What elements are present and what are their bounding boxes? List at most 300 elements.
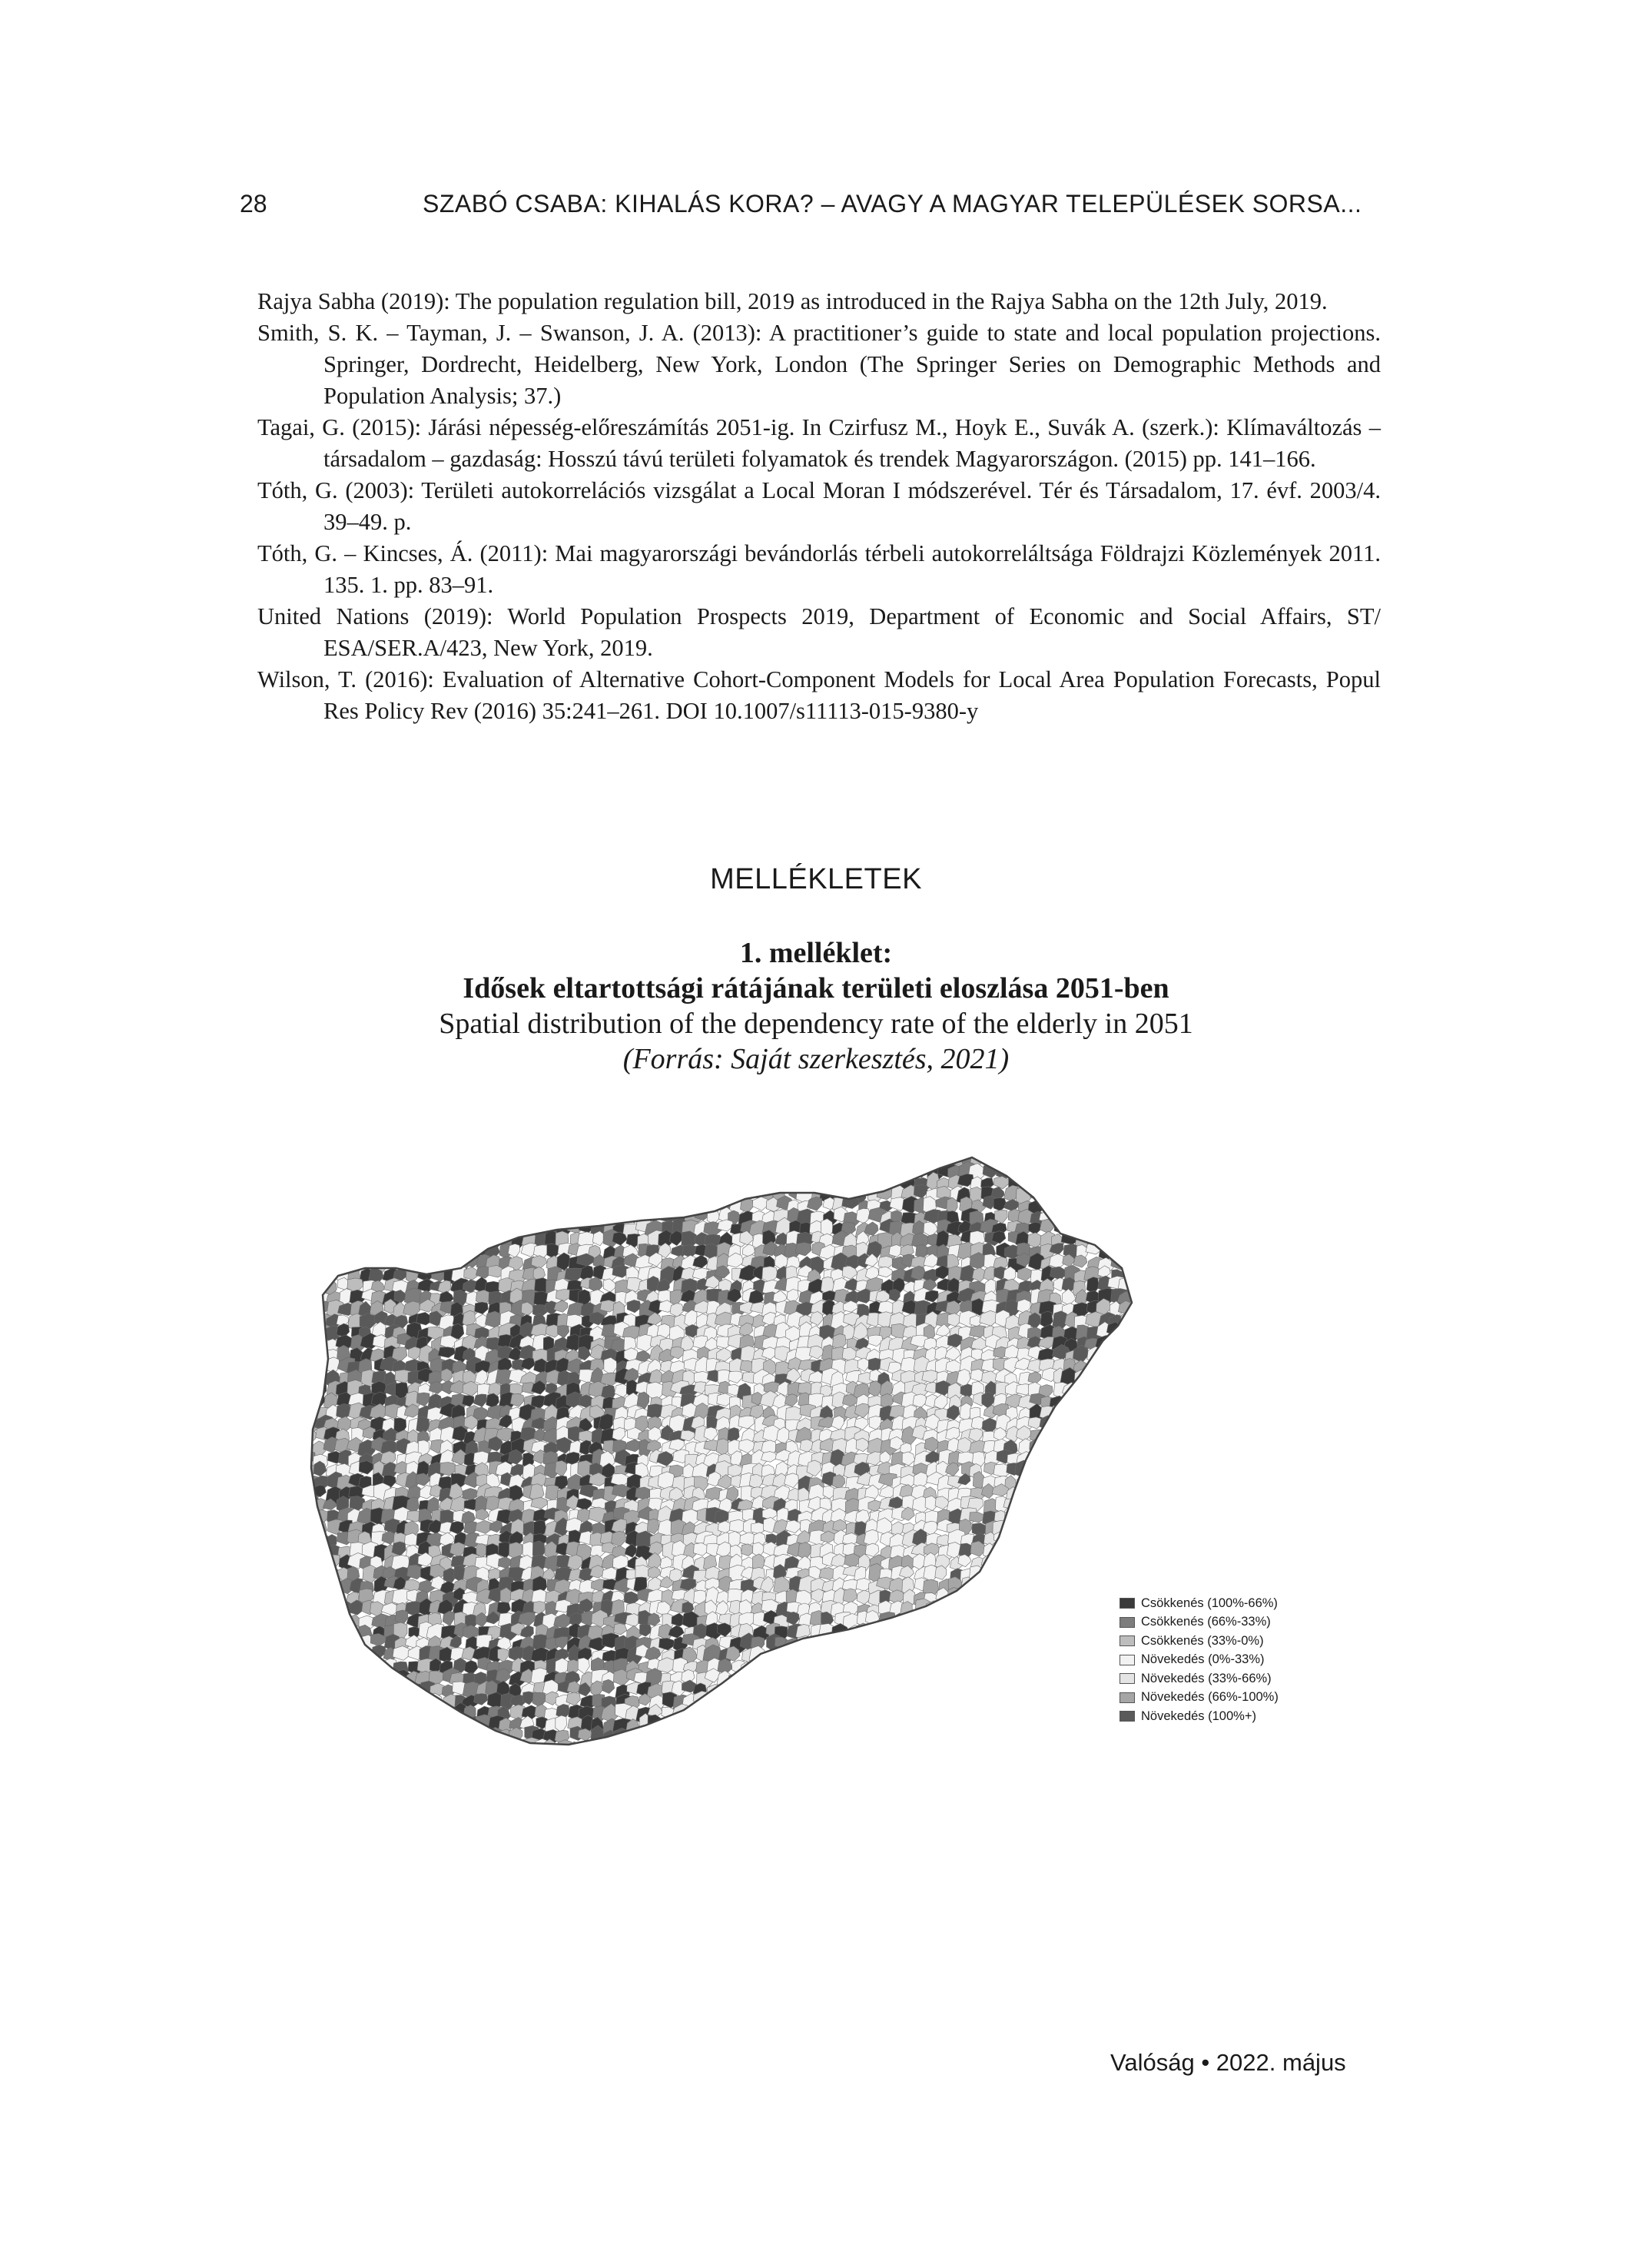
municipality-cell xyxy=(420,1715,437,1732)
municipality-cell xyxy=(382,1692,400,1708)
municipality-cell xyxy=(370,1661,386,1679)
municipality-cell xyxy=(993,1637,1007,1655)
municipality-cell xyxy=(1026,1485,1042,1503)
municipality-cell xyxy=(535,1188,551,1207)
municipality-cell xyxy=(823,1740,838,1752)
municipality-cell xyxy=(891,1623,905,1642)
municipality-cell xyxy=(1098,1566,1114,1581)
municipality-cell xyxy=(498,1557,512,1569)
municipality-cell xyxy=(1040,1661,1053,1674)
municipality-cell xyxy=(1049,1426,1066,1443)
municipality-cell xyxy=(1050,1682,1070,1694)
municipality-cell xyxy=(1073,1623,1090,1639)
municipality-cell xyxy=(672,1718,688,1730)
municipality-cell xyxy=(1049,1176,1065,1191)
legend-swatch xyxy=(1120,1617,1135,1628)
municipality-cell xyxy=(634,1199,648,1214)
municipality-cell xyxy=(1051,1519,1064,1536)
municipality-cell xyxy=(889,1693,905,1706)
municipality-cell xyxy=(396,1210,410,1228)
municipality-cell xyxy=(303,1269,316,1285)
municipality-cell xyxy=(361,1680,373,1693)
municipality-cell xyxy=(1089,1174,1106,1188)
municipality-cell xyxy=(669,1439,685,1450)
municipality-cell xyxy=(1077,1671,1093,1685)
municipality-cell xyxy=(982,1576,995,1593)
municipality-cell xyxy=(1050,1531,1063,1546)
municipality-cell xyxy=(313,1370,327,1384)
municipality-cell xyxy=(324,1659,337,1675)
municipality-cell xyxy=(360,1726,375,1740)
municipality-cell xyxy=(869,1622,884,1639)
figure-caption xyxy=(0,935,1632,1077)
municipality-cell xyxy=(957,1683,974,1697)
municipality-cell xyxy=(777,1659,793,1673)
municipality-cell xyxy=(1039,1681,1055,1698)
municipality-cell xyxy=(463,1196,476,1214)
municipality-cell xyxy=(865,1636,882,1652)
municipality-cell xyxy=(797,1718,810,1732)
municipality-cell xyxy=(443,1234,457,1245)
municipality-cell xyxy=(1040,1163,1055,1176)
municipality-cell xyxy=(313,1718,327,1733)
municipality-cell xyxy=(1084,1407,1099,1422)
municipality-cell xyxy=(442,1153,458,1164)
municipality-cell xyxy=(928,1646,940,1663)
municipality-cell xyxy=(1130,1499,1145,1513)
municipality-cell xyxy=(773,1738,791,1752)
municipality-cell xyxy=(1003,1637,1017,1651)
municipality-cell xyxy=(592,1153,609,1167)
municipality-cell xyxy=(948,1636,965,1654)
municipality-cell xyxy=(1028,1669,1040,1683)
municipality-cell xyxy=(1121,1520,1139,1537)
municipality-cell xyxy=(1053,1417,1067,1433)
municipality-cell xyxy=(1017,1669,1033,1682)
municipality-cell xyxy=(440,1244,451,1257)
municipality-cell xyxy=(901,1704,916,1719)
municipality-cell xyxy=(981,1612,999,1630)
municipality-cell xyxy=(945,1695,959,1711)
municipality-cell xyxy=(788,1681,800,1694)
municipality-cell xyxy=(1121,1373,1139,1387)
municipality-cell xyxy=(970,1637,982,1652)
municipality-cell xyxy=(473,1174,488,1187)
municipality-cell xyxy=(721,1695,735,1712)
municipality-cell xyxy=(1087,1669,1100,1685)
municipality-cell xyxy=(570,1209,583,1222)
municipality-cell xyxy=(1108,1728,1123,1744)
municipality-cell xyxy=(962,1648,975,1659)
municipality-cell xyxy=(749,1174,768,1187)
municipality-cell xyxy=(369,1728,383,1743)
municipality-cell xyxy=(1088,1624,1102,1639)
municipality-cell xyxy=(728,1185,741,1200)
municipality-cell xyxy=(300,1627,317,1642)
reference-list xyxy=(257,286,1381,727)
municipality-cell xyxy=(934,1614,951,1627)
municipality-cell xyxy=(1030,1612,1042,1628)
municipality-cell xyxy=(716,1185,733,1200)
municipality-cell xyxy=(923,1741,940,1757)
municipality-cell xyxy=(798,1741,811,1754)
municipality-cell xyxy=(673,1186,691,1200)
municipality-cell xyxy=(311,1671,329,1684)
municipality-cell xyxy=(521,1200,538,1215)
municipality-cell xyxy=(499,1153,514,1167)
municipality-cell xyxy=(511,1163,528,1177)
municipality-cell xyxy=(362,1650,374,1669)
municipality-cell xyxy=(796,1153,811,1168)
municipality-cell xyxy=(302,1153,320,1170)
municipality-cell xyxy=(901,1615,914,1630)
municipality-cell xyxy=(1099,1420,1117,1433)
municipality-cell xyxy=(347,1682,364,1695)
municipality-cell xyxy=(419,1234,435,1250)
municipality-cell xyxy=(798,1696,816,1709)
municipality-cell xyxy=(730,1164,742,1181)
municipality-cell xyxy=(627,1300,642,1313)
municipality-cell xyxy=(718,1164,731,1183)
municipality-cell xyxy=(496,1173,516,1190)
municipality-cell xyxy=(924,1669,937,1682)
municipality-cell xyxy=(958,1695,977,1709)
municipality-cell xyxy=(1096,1612,1113,1625)
municipality-cell xyxy=(604,1357,617,1375)
municipality-cell xyxy=(695,1198,707,1213)
legend-item xyxy=(1120,1689,1279,1708)
municipality-cell xyxy=(878,1702,895,1721)
municipality-cell xyxy=(576,1164,592,1177)
municipality-cell xyxy=(1007,1682,1024,1697)
municipality-cell xyxy=(1123,1161,1140,1180)
legend-item xyxy=(1120,1669,1279,1689)
municipality-cell xyxy=(1108,1509,1122,1526)
municipality-cell xyxy=(301,1696,314,1712)
municipality-cell xyxy=(304,1741,318,1758)
municipality-cell xyxy=(337,1243,350,1256)
municipality-cell xyxy=(1096,1532,1114,1550)
municipality-cell xyxy=(522,1174,539,1190)
municipality-cell xyxy=(877,1625,897,1641)
municipality-cell xyxy=(359,1198,376,1214)
municipality-cell xyxy=(1027,1233,1042,1248)
municipality-cell xyxy=(465,1661,478,1675)
municipality-cell xyxy=(1030,1177,1046,1192)
municipality-cell xyxy=(303,1534,320,1547)
municipality-cell xyxy=(301,1403,313,1418)
municipality-cell xyxy=(996,1730,1011,1747)
municipality-cell xyxy=(1100,1356,1116,1374)
municipality-cell xyxy=(798,1672,811,1685)
municipality-cell xyxy=(993,1602,1004,1619)
municipality-cell xyxy=(853,1175,871,1192)
municipality-cell xyxy=(325,1742,340,1760)
municipality-cell xyxy=(1120,1403,1135,1420)
municipality-cell xyxy=(512,1741,526,1757)
municipality-cell xyxy=(1129,1312,1146,1326)
municipality-cell xyxy=(901,1602,913,1618)
municipality-cell xyxy=(323,1210,339,1224)
municipality-cell xyxy=(868,1358,882,1372)
municipality-cell xyxy=(1073,1166,1090,1179)
municipality-cell xyxy=(773,1679,788,1694)
municipality-cell xyxy=(983,1692,997,1709)
municipality-cell xyxy=(453,1728,466,1745)
municipality-cell xyxy=(613,1172,631,1190)
municipality-cell xyxy=(427,1222,443,1238)
municipality-cell xyxy=(1030,1162,1043,1177)
municipality-cell xyxy=(741,1728,754,1742)
municipality-cell xyxy=(393,1199,410,1217)
municipality-cell xyxy=(508,1244,519,1258)
municipality-cell xyxy=(1064,1208,1078,1220)
municipality-cell xyxy=(980,1738,995,1753)
municipality-cell xyxy=(891,1704,909,1718)
municipality-cell xyxy=(1130,1164,1146,1178)
choropleth-map-figure xyxy=(296,1153,1295,1860)
municipality-cell xyxy=(1123,1337,1136,1353)
municipality-cell xyxy=(570,1153,586,1169)
municipality-cell xyxy=(348,1175,360,1188)
municipality-cell xyxy=(820,1645,833,1663)
municipality-cell xyxy=(726,1685,741,1702)
municipality-cell xyxy=(451,1174,463,1189)
municipality-cell xyxy=(1120,1497,1133,1511)
municipality-cell xyxy=(338,1233,353,1250)
municipality-cell xyxy=(1099,1164,1116,1179)
municipality-cell xyxy=(811,1680,829,1693)
municipality-cell xyxy=(1131,1486,1148,1503)
municipality-cell xyxy=(1132,1463,1150,1479)
municipality-cell xyxy=(325,1635,337,1650)
municipality-cell xyxy=(1083,1209,1103,1227)
municipality-cell xyxy=(835,1715,851,1728)
municipality-cell xyxy=(890,1659,907,1675)
municipality-cell xyxy=(982,1622,999,1636)
municipality-cell xyxy=(615,1187,628,1204)
municipality-cell xyxy=(406,1254,417,1272)
municipality-cell xyxy=(668,1154,682,1171)
municipality-cell xyxy=(1027,1741,1046,1760)
municipality-cell xyxy=(696,1729,709,1746)
municipality-cell xyxy=(626,1176,642,1189)
municipality-cell xyxy=(1041,1589,1056,1606)
municipality-cell xyxy=(876,1177,892,1190)
municipality-cell xyxy=(1051,1739,1069,1754)
municipality-cell xyxy=(868,1381,881,1398)
municipality-cell xyxy=(740,1669,757,1682)
municipality-cell xyxy=(535,1173,547,1189)
municipality-cell xyxy=(854,1649,872,1662)
municipality-cell xyxy=(971,1692,984,1708)
municipality-cell xyxy=(1084,1462,1097,1480)
municipality-cell xyxy=(855,1683,868,1696)
municipality-cell xyxy=(623,1187,638,1204)
municipality-cell xyxy=(1030,1579,1046,1594)
municipality-cell xyxy=(1096,1591,1114,1608)
municipality-cell xyxy=(834,1635,851,1649)
municipality-cell xyxy=(1017,1510,1030,1526)
municipality-cell xyxy=(866,1661,884,1677)
municipality-cell xyxy=(1050,1614,1065,1628)
municipality-cell xyxy=(393,1184,407,1197)
municipality-cell xyxy=(476,1153,489,1167)
municipality-cell xyxy=(1096,1544,1114,1559)
municipality-cell xyxy=(1027,1601,1043,1614)
municipality-cell xyxy=(543,1212,561,1230)
municipality-cell xyxy=(567,1167,585,1179)
municipality-cell xyxy=(1112,1370,1125,1386)
municipality-cell xyxy=(600,1197,612,1214)
municipality-cell xyxy=(1123,1347,1139,1366)
municipality-cell xyxy=(386,1244,399,1261)
municipality-cell xyxy=(1095,1660,1112,1675)
municipality-cell xyxy=(1119,1463,1135,1482)
municipality-cell xyxy=(1072,1520,1089,1537)
municipality-cell xyxy=(993,1615,1008,1628)
municipality-cell xyxy=(867,1695,883,1708)
municipality-cell xyxy=(337,1647,353,1662)
municipality-cell xyxy=(315,1739,332,1755)
municipality-cell xyxy=(326,1693,343,1711)
municipality-cell xyxy=(418,1708,432,1722)
municipality-cell xyxy=(419,1256,436,1273)
municipality-cell xyxy=(591,1211,604,1227)
municipality-cell xyxy=(328,1647,341,1663)
municipality-cell xyxy=(727,1673,745,1690)
legend-label: Csökkenés (33%-0%) xyxy=(1141,1633,1264,1648)
municipality-cell xyxy=(811,1162,828,1177)
municipality-cell xyxy=(384,1153,398,1167)
municipality-cell xyxy=(877,1672,893,1687)
municipality-cell xyxy=(373,1692,386,1709)
municipality-cell xyxy=(301,1350,319,1362)
municipality-cell xyxy=(386,1254,403,1267)
municipality-cell xyxy=(877,1718,890,1736)
municipality-cell xyxy=(303,1670,322,1688)
municipality-cell xyxy=(1098,1153,1116,1167)
municipality-cell xyxy=(1118,1419,1132,1435)
municipality-cell xyxy=(741,1544,755,1556)
municipality-cell xyxy=(637,1392,649,1409)
municipality-cell xyxy=(316,1661,330,1675)
municipality-cell xyxy=(300,1556,313,1571)
municipality-cell xyxy=(591,1741,605,1755)
municipality-cell xyxy=(807,1174,822,1190)
municipality-cell xyxy=(811,1646,827,1661)
municipality-cell xyxy=(1100,1682,1113,1696)
municipality-cells xyxy=(299,1153,1153,1760)
municipality-cell xyxy=(1029,1680,1045,1693)
municipality-cell xyxy=(649,1153,666,1168)
municipality-cell xyxy=(430,1256,445,1273)
municipality-cell xyxy=(325,1173,340,1187)
municipality-cell xyxy=(363,1222,376,1239)
municipality-cell xyxy=(441,1716,457,1733)
municipality-cell xyxy=(486,1186,503,1201)
municipality-cell xyxy=(682,1198,698,1212)
hungary-choropleth-map xyxy=(296,1153,1295,1860)
municipality-cell xyxy=(1027,1556,1042,1572)
municipality-cell xyxy=(1037,1692,1054,1708)
municipality-cell xyxy=(1038,1565,1055,1582)
municipality-cell xyxy=(305,1188,318,1203)
municipality-cell xyxy=(383,1175,400,1195)
municipality-cell xyxy=(1097,1185,1113,1200)
municipality-cell xyxy=(1110,1338,1126,1352)
municipality-cell xyxy=(442,1222,457,1234)
municipality-cell xyxy=(638,1187,653,1200)
municipality-cell xyxy=(579,1153,594,1166)
municipality-cell xyxy=(1050,1508,1064,1524)
municipality-cell xyxy=(393,1242,406,1257)
municipality-cell xyxy=(496,1185,512,1201)
municipality-cell xyxy=(1065,1174,1080,1190)
municipality-cell xyxy=(439,1173,455,1188)
municipality-cell xyxy=(325,1611,341,1627)
municipality-cell xyxy=(476,1197,492,1212)
municipality-cell xyxy=(463,1154,476,1165)
municipality-cell xyxy=(1040,1637,1053,1653)
municipality-cell xyxy=(428,1232,446,1247)
municipality-cell xyxy=(326,1731,340,1748)
municipality-cell xyxy=(1074,1718,1090,1735)
municipality-cell xyxy=(788,1164,801,1177)
municipality-cell xyxy=(811,1727,824,1746)
municipality-cell xyxy=(1019,1625,1037,1640)
municipality-cell xyxy=(751,1153,770,1170)
municipality-cell xyxy=(302,1614,316,1629)
municipality-cell xyxy=(304,1647,316,1662)
municipality-cell xyxy=(372,1738,389,1754)
municipality-cell xyxy=(993,1661,1010,1677)
municipality-cell xyxy=(591,1185,609,1198)
municipality-cell xyxy=(337,1161,350,1174)
municipality-cell xyxy=(557,1197,576,1214)
municipality-cell xyxy=(960,1636,977,1655)
municipality-cell xyxy=(443,1255,460,1270)
municipality-cell xyxy=(658,1188,677,1206)
municipality-cell xyxy=(848,1636,861,1653)
municipality-cell xyxy=(404,1739,419,1758)
municipality-cell xyxy=(438,1347,455,1358)
municipality-cell xyxy=(1110,1404,1126,1421)
municipality-cell xyxy=(303,1383,314,1396)
municipality-cell xyxy=(1073,1556,1086,1572)
municipality-cell xyxy=(993,1556,1006,1570)
municipality-cell xyxy=(994,1647,1008,1661)
municipality-cell xyxy=(1074,1383,1087,1396)
municipality-cell xyxy=(1029,1591,1043,1607)
municipality-cell xyxy=(1063,1601,1079,1614)
municipality-cell xyxy=(592,1163,606,1180)
municipality-cell xyxy=(1111,1154,1126,1169)
municipality-cell xyxy=(407,1166,423,1182)
municipality-cell xyxy=(904,1715,918,1731)
municipality-cell xyxy=(1004,1600,1020,1616)
municipality-cell xyxy=(811,1716,828,1730)
municipality-cell xyxy=(1106,1175,1122,1194)
municipality-cell xyxy=(360,1164,379,1176)
municipality-cell xyxy=(1112,1440,1126,1456)
municipality-cell xyxy=(405,1210,420,1227)
municipality-cell xyxy=(1098,1577,1116,1595)
municipality-cell xyxy=(1063,1566,1079,1580)
municipality-cell xyxy=(1096,1716,1110,1733)
municipality-cell xyxy=(902,1647,916,1660)
municipality-cell xyxy=(313,1625,332,1644)
